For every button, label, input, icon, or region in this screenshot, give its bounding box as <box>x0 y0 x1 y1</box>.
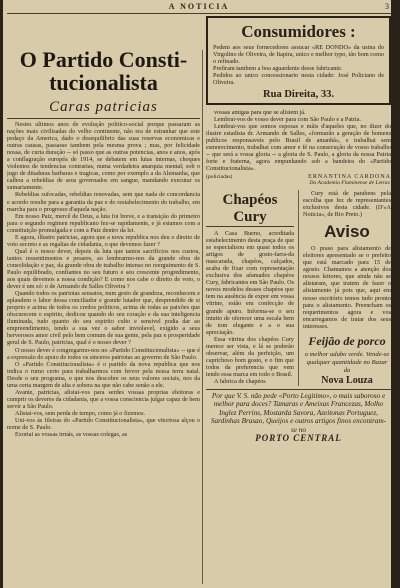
article-paragraph: Quando todos os patriotas sensatos, num gesto de grandeza, reconhecem e aplaudem o labor dessa conciliador e grande lutador que, desprendido de si proprio e acima de todos os credos politicos, acima de todas as paixões que obscurecem o espirito, dedicou quando do seu coração e da sua inteligencia iluminada, tudo quanto do seu espirito culto e sensivel podia dar ao empreendimento, tendo a sua vez o sabor inviolavel, exigido a seus herverosos amor civil pelo bem comum de sua gente, pela paz e prosperidade geral de S. Paulo, patricias, qual é o nosso dever ? <box>7 290 200 347</box>
bottom-split <box>206 190 391 386</box>
article-headline <box>7 48 200 94</box>
ad-address: Rua Direita, 33. <box>263 88 334 100</box>
chapeos-article <box>206 190 294 386</box>
chapeos-paragraph: Essa vitrina dos chapéos Cury merece ser vista, e lá se poderão observar, além da perfeição, um caprichoso bom gosto, e o fim que todos da preferencia que vem tendo essa marca em todo o Brasil. <box>206 335 294 378</box>
main-article <box>7 48 200 588</box>
consumidores-ad <box>206 16 391 105</box>
article-paragraph: Rebeldias sufocadas, rebeldias renovadas, sem que nada de concordancia e acordo resulte para a garantia da paz e do restabelecimento do trabalho, em marcha para o progresso d'aquela nação. <box>7 191 200 213</box>
article-paragraph: Exortai as vossas irmãs, as vossas colegas, as <box>15 431 128 439</box>
newspaper-page <box>3 0 395 588</box>
porto-ad-text: Por que V. S. não pede «Porto Legitimo», o mais saboroso e melhor para doces? Tamaras e Ameixas Francezas, Molho Inglez Perrins, Mostarda Savora, Azeitonas Portuguez, Sardinhas Brasao, Queijos e outros artigos finos encontram-se no <box>210 391 387 434</box>
right-column <box>206 16 391 588</box>
article-body <box>7 121 200 438</box>
header-rule <box>7 13 391 14</box>
article-paragraph: Uni-vos às fileiras do «Partido Constitucionalista», que vitoriosa alçou o nome de S. Paulo. <box>7 416 200 432</box>
article-continuation <box>206 109 391 172</box>
chapeos-title: Chapéos Cury <box>206 192 294 227</box>
continuation-paragraph: vossas amigas para que se alistem já. <box>214 108 306 116</box>
signature-affiliation: Da Academia Fluminense de Letras <box>309 179 390 186</box>
feijao-store-name: Nova Louza <box>321 374 373 386</box>
porto-store-name: PORTO CENTRAL <box>255 433 342 444</box>
newspaper-name: A NOTICIA <box>168 2 230 11</box>
chapeos-paragraph: A fabrica de chapéos <box>214 377 266 385</box>
chapeos-body <box>206 230 294 385</box>
article-paragraph: Avante, patricias, alistai-vos para serdes vossas proprias eleitoras e cumprir os deveres da cidadania, que a vossa consciencia julgar capaz de bem servir a São Paulo. <box>7 388 200 410</box>
article-subheadline: Caras patricias <box>7 99 200 119</box>
split-divider <box>298 190 299 386</box>
continuation-paragraph: Lembrai-vos de vosso dever para com São Paulo e a Patria. <box>214 115 361 123</box>
continuation-paragraph: Lembrai-vos que somos esposas e mãis d'aqueles que, no dizer do ilustre estadista dr. Armando de Salles, «formarão a geração de homens publicos responsaveis pelo Brasil de amanhã», e trabalhai sem esmorecimento, trabalhai com amor e fé na consecução de vosso trabalho -- que será a vossa gloria -- a gloria de S. Paulo, a gloria da nossa Patria forte e fraterna, agora empunhando sob a bandeira do «Partido Constitucionalista». <box>206 122 391 172</box>
signature-block <box>206 174 391 186</box>
article-paragraph: Qual é o nosso dever, depois da luta que tantos sacrificios nos custou, tantos ressentimentos e pesares, ao lembrarmo-nos da grande obra de consolidação e paz, da grande obra de trabalho intenso no reerguimento de S. Paulo equilibrado, confiantes no seu futuro e seu crescente progredimento, aos quais devemos a nossa condição? E como nos cabe o direito de voto, o dever é um só: o de Armando de Salles Oliveira ? <box>7 247 200 291</box>
signature-name: ERNANTINA CARDONA <box>308 173 391 180</box>
feijao-text: o melhor adubo verde. Vende-se qualquer quantidade no Bazar da <box>304 350 390 374</box>
article-paragraph: Em nosso Paiz, mercê de Deus, a luta foi breve, e a transição do primeiro para o segundo regimen republicano fez-se rapidamente, e já estamos com a constituição promulgada e com a Paiz dentro da lei. <box>7 212 200 234</box>
page-number: 3 <box>385 2 389 11</box>
article-paragraph: Nestes ultimos anos de evolução politico-social porque passaram as nações mais civilisadas do velho continente, não era de estranhar que este pedaço da America, dado o desequilibrio das suas reservas economicas e outras causas, passasse tambem pela mesma prova ; mas, por felicidade nossa, de curta duração -- só passo que as outras potencias, anos e anos, após a conflagração européa de 1914, se debatem em lutas internas, choques violentos de tendencias contrarias, numa verdadeira anarquia mental; sob o jugo de ditaduras barbaras e tragicas, como por exemplo a da Alemanha, que calhou a rebeldias de seus governados em sangue, mandando executar os sumariamente. <box>7 121 200 192</box>
ad-text: Pedem aos seus fornecedores assucar «RE DONDO» da usina do Virgolino de Oliveira, de Itapira, unico e melhor typo, tão bom como o refinado. <box>213 44 384 66</box>
article-paragraph: E agora, illustre patricias, agora que a nova republica nos deu o direito de voto secreto e as regalias de cidadania, o que devemos fazer ? <box>7 233 200 248</box>
ad-text-2: Prefiram tambem a boa aguardente desse fabricante. <box>213 65 343 73</box>
column-divider <box>202 50 203 584</box>
headline-line-1: O Partido Consti- <box>19 48 188 72</box>
porto-central-ad <box>206 389 391 445</box>
article-paragraph: O «Partido Constitucionalista» é o partido da nova republica que nos indica o rumo certo para trabalharmos com fervor pela nossa terra natal. Desde o seu programa, o que nos descobre os seus valores sociais, nos da uma certa margem de alta e sobera na que não cabe senão a ele. <box>7 360 200 389</box>
ad-text-3: Pedidos ao unico concessionario nesta cidade: José Policiano de Oliveira. <box>213 72 384 87</box>
aviso-column <box>303 190 391 386</box>
headline-line-2: tucionalista <box>49 70 158 95</box>
ad-title: Consumidores : <box>241 22 356 41</box>
page-spine-edge <box>391 0 395 588</box>
article-paragraph: O nosso dever é congregarmo-nos no «Partido Constitucionalista» -- que é a expressão do apoio de todos os sinceros patriotas ao governo de São Paulo. <box>7 346 200 361</box>
feijao-title: Feijão de porco <box>308 333 386 348</box>
article-paragraph: Alistai-vos, sem perda de tempo, como já o fizemos. <box>15 409 146 417</box>
signature-label: (policiadas) <box>206 173 233 180</box>
aviso-title: Aviso <box>324 222 370 242</box>
aviso-intro: Cury está de parabens pela escolha que fez de representantes exclusivos desta cidade. (D'«A Noticia», de Rio Preto.) <box>303 189 391 219</box>
chapeos-paragraph: A Casa Bueno, acreditada estabelecimento desta praça de que se especialisou em quasi todos os artigos de gosto-farra-da mascarada, chapéos, calçados, acaba de fixar com representação exclusiva dos afamados chapéos Cury, fabricantes em São Paulo. Os novos modelos desses chapéos que tem na ausência de expor em vossa vitrine, estão em confecção de grande apuro. Informa-se o seu intuito de oferecer uma escala bem de tom elegante e a o sua apreciação. <box>206 229 294 336</box>
aviso-text: O praso para alistamento de eleitores apresentado se o prefeito que está marcado para 15 de agosto. Chamamos a atenção dos nossos leitores, que ainda não se alistaram, que tratem de fazer o alistamento já pois que, aqui em nosso escritório temos tudo pronto para o alistamento. Preencham os requerimentos agora e vos encarregamos de tratar dos seus interesses. <box>303 245 391 330</box>
